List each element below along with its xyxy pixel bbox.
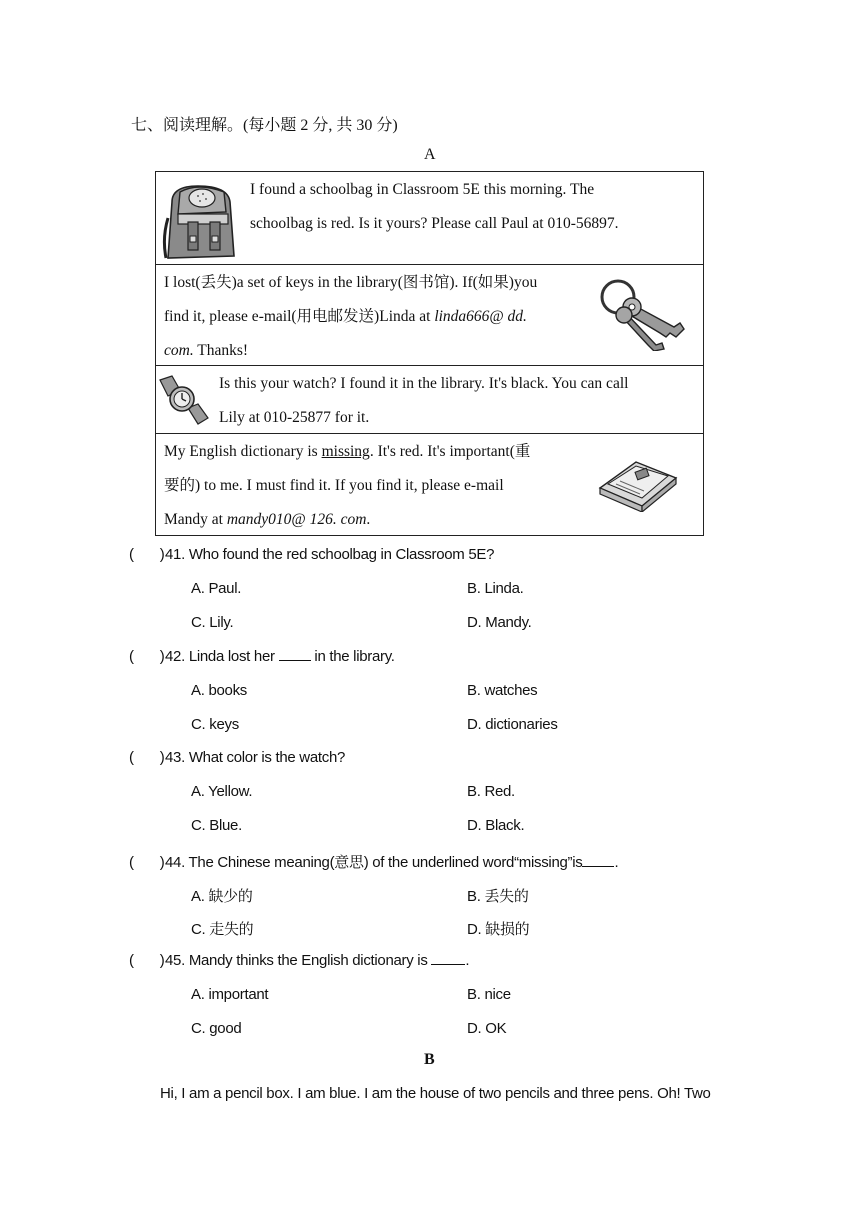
notice-table — [155, 171, 704, 536]
notice-line: Mandy at mandy010@ 126. com. — [164, 511, 371, 528]
option-b[interactable]: B. watches — [467, 682, 538, 699]
question-text: 41. Who found the red schoolbag in Classroom 5E? — [165, 546, 495, 563]
notice-line: find it, please e-mail(用电邮发送)Linda at linda666@ dd. — [164, 308, 527, 325]
notice-line: com. Thanks! — [164, 342, 249, 359]
notice-line: Lily at 010-25877 for it. — [219, 409, 370, 426]
passage-b-text: Hi, I am a pencil box. I am blue. I am the house of two pencils and three pens. Oh! Two — [160, 1085, 711, 1102]
option-a[interactable]: A. Paul. — [191, 580, 242, 597]
schoolbag-icon — [158, 178, 242, 262]
option-d[interactable]: D. 缺损的 — [467, 921, 530, 938]
option-b[interactable]: B. Linda. — [467, 580, 524, 597]
part-b-label: B — [424, 1051, 435, 1068]
answer-bracket[interactable]: ( ) — [129, 952, 165, 969]
notice-keys — [156, 265, 703, 366]
option-d[interactable]: D. OK — [467, 1020, 507, 1037]
option-a[interactable]: A. 缺少的 — [191, 888, 253, 905]
answer-blank[interactable] — [279, 648, 311, 661]
option-a[interactable]: A. Yellow. — [191, 783, 253, 800]
question-43 — [129, 749, 345, 766]
option-c[interactable]: C. Blue. — [191, 817, 242, 834]
option-b[interactable]: B. Red. — [467, 783, 515, 800]
notice-line: schoolbag is red. Is it yours? Please call Paul at 010-56897. — [250, 215, 619, 232]
option-c[interactable]: C. Lily. — [191, 614, 234, 631]
answer-blank[interactable] — [582, 854, 614, 867]
question-text: 42. Linda lost her in the library. — [165, 648, 395, 665]
notice-schoolbag — [156, 172, 703, 265]
dictionary-icon — [596, 448, 680, 512]
option-b[interactable]: B. 丢失的 — [467, 888, 529, 905]
notice-line: Is this your watch? I found it in the library. It's black. You can call — [219, 375, 629, 392]
question-text: 44. The Chinese meaning(意思) of the underlined word“missing”is . — [165, 854, 619, 871]
notice-line: 要的) to me. I must find it. If you find it, please e-mail — [164, 477, 504, 494]
answer-bracket[interactable]: ( ) — [129, 546, 165, 563]
option-b[interactable]: B. nice — [467, 986, 511, 1003]
answer-bracket[interactable]: ( ) — [129, 648, 165, 665]
option-c[interactable]: C. keys — [191, 716, 239, 733]
option-d[interactable]: D. Black. — [467, 817, 525, 834]
option-a[interactable]: A. books — [191, 682, 247, 699]
option-d[interactable]: D. Mandy. — [467, 614, 532, 631]
question-text: 43. What color is the watch? — [165, 749, 346, 766]
notice-line: My English dictionary is missing. It's red. It's important(重 — [164, 443, 531, 460]
keys-icon — [596, 275, 690, 351]
notice-line: I found a schoolbag in Classroom 5E this morning. The — [250, 181, 595, 198]
question-45 — [129, 952, 469, 969]
notice-watch — [156, 366, 703, 434]
notice-dictionary — [156, 434, 703, 535]
option-c[interactable]: C. 走失的 — [191, 921, 254, 938]
part-a-label: A — [424, 146, 436, 163]
question-text: 45. Mandy thinks the English dictionary is . — [165, 952, 470, 969]
answer-bracket[interactable]: ( ) — [129, 854, 165, 871]
notice-line: I lost(丢失)a set of keys in the library(图书馆). If(如果)you — [164, 274, 538, 291]
question-44 — [129, 851, 618, 872]
watch-icon — [156, 372, 212, 428]
section-title: 七、阅读理解。(每小题 2 分, 共 30 分) — [131, 117, 398, 134]
answer-bracket[interactable]: ( ) — [129, 749, 165, 766]
option-d[interactable]: D. dictionaries — [467, 716, 558, 733]
option-a[interactable]: A. important — [191, 986, 269, 1003]
question-42 — [129, 648, 395, 665]
question-41 — [129, 546, 494, 563]
answer-blank[interactable] — [431, 952, 465, 965]
option-c[interactable]: C. good — [191, 1020, 242, 1037]
